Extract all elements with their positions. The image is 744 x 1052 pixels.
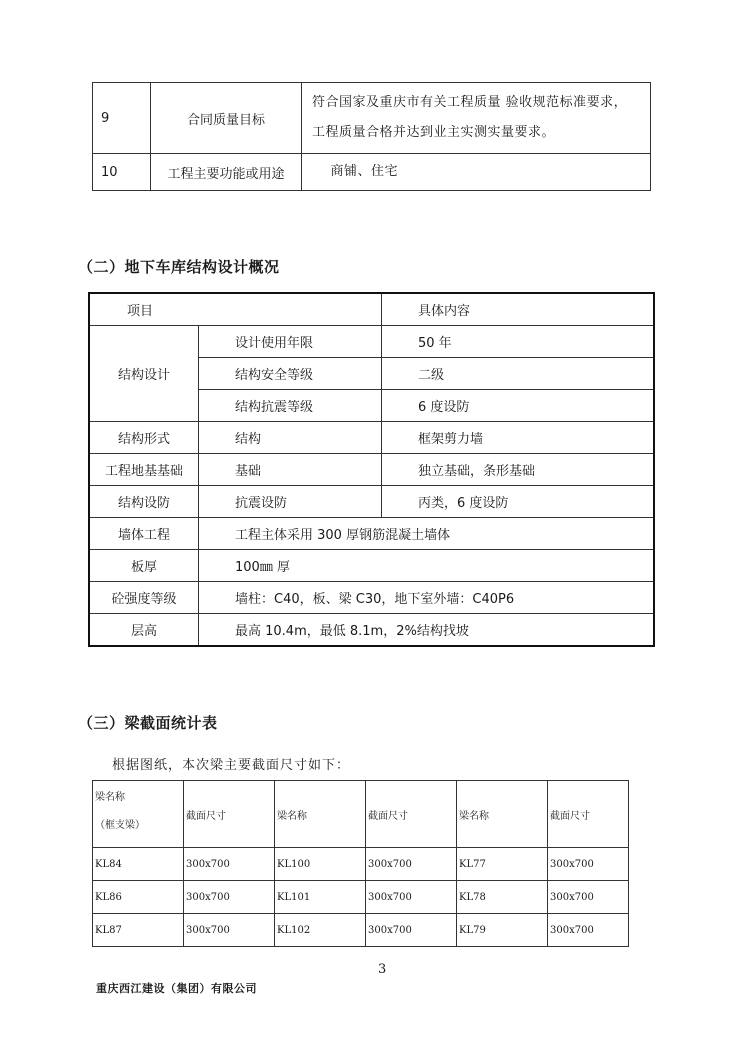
row-value: 丙类，6 度设防: [382, 486, 655, 518]
table-cell: 300x700: [366, 881, 457, 914]
table-row: [89, 582, 654, 614]
table-row: [89, 486, 654, 518]
row-name: 设计使用年限: [199, 326, 382, 358]
page-number: 3: [378, 962, 387, 977]
table-row: [93, 154, 651, 191]
row-index: 9: [93, 83, 151, 154]
table-cell: 300x700: [548, 914, 629, 947]
row-value: 100㎜ 厚: [199, 550, 655, 582]
table-row: [93, 781, 629, 848]
table-cell: 300x700: [366, 914, 457, 947]
col-header-name: 梁名称: [275, 781, 366, 848]
row-value: 独立基础，条形基础: [382, 454, 655, 486]
row-name: 基础: [199, 454, 382, 486]
col-header-size: 截面尺寸: [366, 781, 457, 848]
table-row: [89, 422, 654, 454]
table-row: [89, 293, 654, 326]
table-cell: 300x700: [184, 881, 275, 914]
row-value: 工程主体采用 300 厚钢筋混凝土墙体: [199, 518, 655, 550]
table-cell: KL79: [457, 914, 548, 947]
row-name: 结构: [199, 422, 382, 454]
table-cell: KL78: [457, 881, 548, 914]
table-cell: KL84: [93, 848, 184, 881]
table-row: [89, 326, 654, 358]
header-content: 具体内容: [382, 293, 655, 326]
col-header-name: [93, 781, 184, 848]
table-cell: 300x700: [366, 848, 457, 881]
table-cell: 300x700: [548, 848, 629, 881]
structure-design-table: [88, 292, 655, 647]
table-cell: KL101: [275, 881, 366, 914]
header-item: 项目: [89, 293, 382, 326]
table-row: [93, 881, 629, 914]
row-name: 结构抗震等级: [199, 390, 382, 422]
row-label: 结构设防: [89, 486, 199, 518]
table-cell: 300x700: [184, 914, 275, 947]
row-value: 二级: [382, 358, 655, 390]
table-row: [89, 518, 654, 550]
table-row: [93, 914, 629, 947]
col-header-size: 截面尺寸: [548, 781, 629, 848]
row-value: 最高 10.4m，最低 8.1m，2%结构找坡: [199, 614, 655, 647]
header-line: （框支梁）: [95, 820, 145, 831]
row-value: 50 年: [382, 326, 655, 358]
table-row: [89, 454, 654, 486]
table-cell: KL77: [457, 848, 548, 881]
row-name: 抗震设防: [199, 486, 382, 518]
table-row: [93, 848, 629, 881]
row-label: 结构设计: [89, 326, 199, 422]
header-line: 梁名称: [95, 792, 125, 803]
intro-text: 根据图纸，本次梁主要截面尺寸如下：: [112, 758, 351, 773]
col-header-size: 截面尺寸: [184, 781, 275, 848]
row-label: 层高: [89, 614, 199, 647]
col-header-name: 梁名称: [457, 781, 548, 848]
footer-company: 重庆西江建设（集团）有限公司: [96, 982, 257, 995]
row-value: 框架剪力墙: [382, 422, 655, 454]
table-cell: 300x700: [548, 881, 629, 914]
row-value: [302, 83, 651, 154]
row-index: 10: [93, 154, 151, 191]
contract-info-table: [92, 82, 651, 191]
table-cell: KL100: [275, 848, 366, 881]
table-row: [93, 83, 651, 154]
row-label: 合同质量目标: [151, 83, 302, 154]
row-label: 结构形式: [89, 422, 199, 454]
row-value: 商铺、住宅: [302, 154, 651, 191]
row-label: 板厚: [89, 550, 199, 582]
row-label: 墙体工程: [89, 518, 199, 550]
row-label: 工程主要功能或用途: [151, 154, 302, 191]
row-name: 结构安全等级: [199, 358, 382, 390]
row-label: 砼强度等级: [89, 582, 199, 614]
value-line: 符合国家及重庆市有关工程质量 验收规范标准要求，: [312, 95, 628, 110]
table-cell: 300x700: [184, 848, 275, 881]
row-value: 6 度设防: [382, 390, 655, 422]
value-line: 工程质量合格并达到业主实测实量要求。: [312, 125, 556, 140]
beam-section-table: [92, 780, 629, 947]
row-value: 墙柱：C40，板、梁 C30，地下室外墙：C40P6: [199, 582, 655, 614]
table-cell: KL86: [93, 881, 184, 914]
section-title: （二）地下车库结构设计概况: [78, 258, 280, 276]
row-label: 工程地基基础: [89, 454, 199, 486]
table-row: [89, 614, 654, 647]
section-title: （三）梁截面统计表: [78, 714, 218, 732]
table-cell: KL102: [275, 914, 366, 947]
table-row: [89, 550, 654, 582]
table-cell: KL87: [93, 914, 184, 947]
